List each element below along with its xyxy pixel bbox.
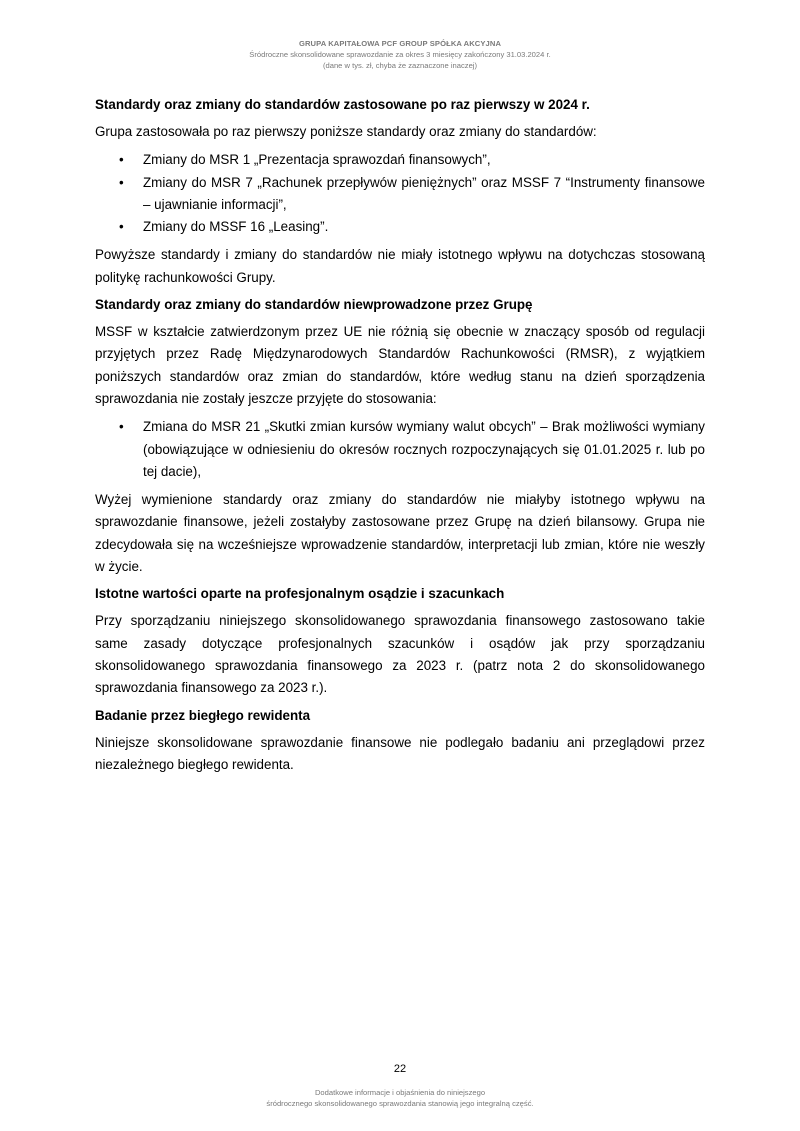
section-heading-judgements-estimates: Istotne wartości oparte na profesjonalnym osądzie i szacunkach <box>95 586 505 602</box>
list-item-text: Zmiana do MSR 21 „Skutki zmian kursów wymiany walut obcych” – Brak możliwości wymiany (obowiązujące w odniesieniu do okresów rocznych rozpoczynających się 01.01.2025 r. lub po tej dacie), <box>143 419 705 479</box>
judgements-estimates-text: Przy sporządzaniu niniejszego skonsolidowanego sprawozdania finansowego zastosowano takie same zasady dotyczące profesjonalnych szacunków i osądów jak przy sporządzaniu skonsolidowanego sprawozdania finansowego za 2023 r. (patrz nota 2 do skonsolidowanego sprawozdania finansowego za 2023 r.). <box>95 613 705 696</box>
header-units-note: (dane w tys. zł, chyba że zaznaczone inaczej) <box>322 61 478 70</box>
page-number: 22 <box>393 1063 407 1075</box>
standards-not-adopted-closing: Wyżej wymienione standardy oraz zmiany do standardów nie miałyby istotnego wpływu na sprawozdanie finansowe, jeżeli zostałyby zastosowane przez Grupę na dzień bilansowy. Grupa nie zdecydowała się na wcześniejsze wprowadzenie standardów, interpretacji lub zmian, które nie weszły w życie. <box>95 492 705 575</box>
header-report-period: Śródroczne skonsolidowane sprawozdanie za okres 3 miesięcy zakończony 31.03.2024 r. <box>249 50 551 59</box>
list-item <box>95 416 705 483</box>
bullet-icon: • <box>119 174 124 190</box>
section-heading-standards-not-adopted: Standardy oraz zmiany do standardów niewprowadzone przez Grupę <box>95 297 533 313</box>
section-heading-audit: Badanie przez biegłego rewidenta <box>95 707 311 723</box>
standards-not-adopted-intro: MSSF w kształcie zatwierdzonym przez UE nie różnią się obecnie w znaczący sposób od regulacji przyjętych przez Radę Międzynarodowych Standardów Rachunkowości (RMSR), z wyjątkiem poniższych standardów oraz zmian do standardów, które według stanu na dzień sporządzenia sprawozdania nie zostały jeszcze przyjęte do stosowania: <box>95 324 705 406</box>
list-item <box>95 172 705 217</box>
list-item-text: Zmiany do MSSF 16 „Leasing”. <box>143 219 329 235</box>
footer-line-1: Dodatkowe informacje i objaśnienia do niniejszego <box>314 1088 486 1097</box>
document-body <box>95 95 705 782</box>
bullet-icon: • <box>119 219 124 235</box>
bullet-icon: • <box>119 419 124 435</box>
list-item <box>95 216 705 238</box>
header-company-name: GRUPA KAPITAŁOWA PCF GROUP SPÓŁKA AKCYJNA <box>298 39 502 48</box>
standards-applied-list <box>95 149 705 238</box>
audit-text: Niniejsze skonsolidowane sprawozdanie finansowe nie podlegało badaniu ani przeglądowi przez niezależnego biegłego rewidenta. <box>95 734 705 772</box>
standards-applied-intro: Grupa zastosowała po raz pierwszy poniższe standardy oraz zmiany do standardów: <box>95 124 597 139</box>
bullet-icon: • <box>119 152 124 168</box>
list-item <box>95 149 705 171</box>
page-footer <box>0 1087 800 1109</box>
footer-line-2: śródrocznego skonsolidowanego sprawozdania stanowią jego integralną część. <box>266 1099 534 1108</box>
page-header <box>0 38 800 71</box>
list-item-text: Zmiany do MSR 1 „Prezentacja sprawozdań finansowych”, <box>143 152 491 168</box>
standards-applied-closing: Powyższe standardy i zmiany do standardów nie miały istotnego wpływu na dotychczas stosowaną politykę rachunkowości Grupy. <box>95 247 705 285</box>
section-heading-standards-applied: Standardy oraz zmiany do standardów zastosowane po raz pierwszy w 2024 r. <box>95 97 590 112</box>
standards-not-adopted-list <box>95 416 705 483</box>
list-item-text: Zmiany do MSR 7 „Rachunek przepływów pieniężnych” oraz MSSF 7 “Instrumenty finansowe – ujawnianie informacji”, <box>143 174 705 212</box>
